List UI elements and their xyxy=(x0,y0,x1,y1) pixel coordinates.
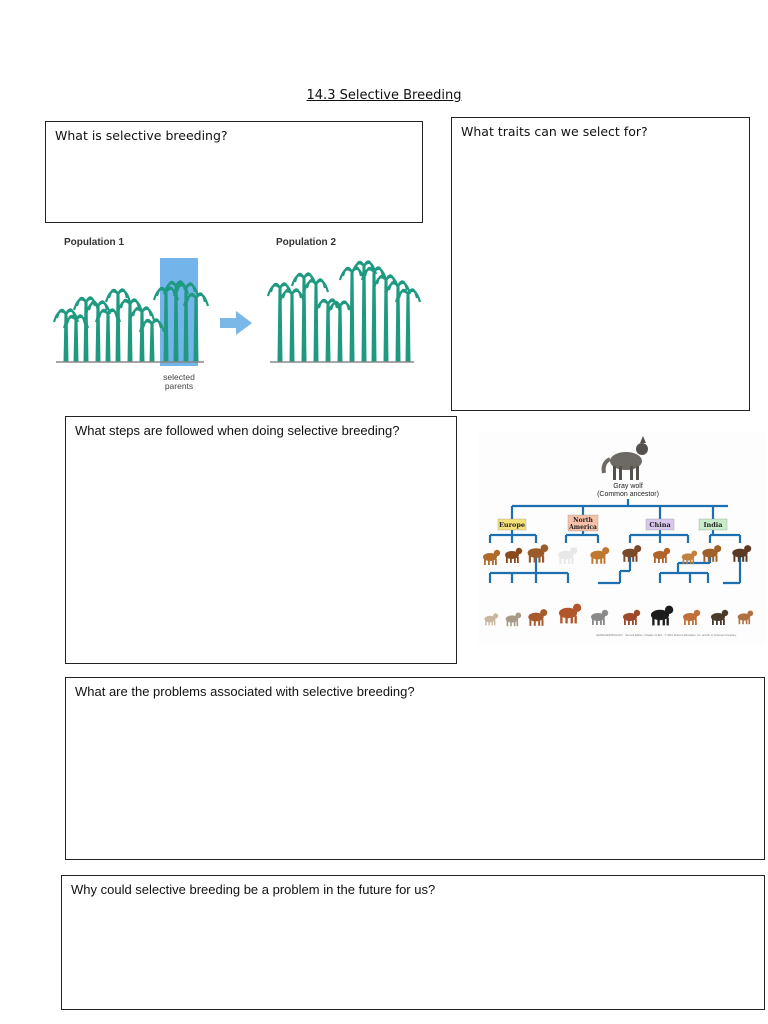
answer-box-traits[interactable] xyxy=(451,117,750,411)
answer-box-future-problem[interactable] xyxy=(61,875,765,1010)
svg-text:North: North xyxy=(573,517,593,524)
ancestor-sublabel: (Common ancestor) xyxy=(597,491,659,498)
question-label: What is selective breeding? xyxy=(55,128,228,143)
answer-box-steps[interactable] xyxy=(65,416,457,664)
answer-box-selective-breeding[interactable] xyxy=(45,121,423,223)
region-india xyxy=(699,519,727,530)
arrow-icon xyxy=(220,311,252,335)
plant xyxy=(316,299,340,362)
question-label: What traits can we select for? xyxy=(461,124,648,139)
selected-parents-label-line2: parents xyxy=(164,381,194,391)
svg-text:India: India xyxy=(703,521,723,529)
svg-text:China: China xyxy=(649,521,671,529)
population1-plants xyxy=(54,281,208,362)
plant xyxy=(328,301,352,362)
svg-text:Europe: Europe xyxy=(498,521,526,529)
answer-box-problems[interactable] xyxy=(65,677,765,860)
figure-caption: GENSCHER BIOLOGY · Second Edition, Chapter 21 Box · © 2012 Pearson Education, Inc. and W. H. Freeman Company xyxy=(596,634,737,637)
ancestor-label: Gray wolf xyxy=(613,483,643,490)
question-label: What are the problems associated with selective breeding? xyxy=(75,684,415,699)
population2-plants xyxy=(268,261,420,362)
region-europe xyxy=(498,519,526,530)
dog-breed-tree-figure xyxy=(478,433,766,645)
region-china xyxy=(646,519,674,530)
svg-text:America: America xyxy=(569,524,597,531)
population2-label: Population 2 xyxy=(276,237,336,248)
plant xyxy=(268,283,292,362)
question-label: Why could selective breeding be a problem in the future for us? xyxy=(71,882,436,897)
region-north-america xyxy=(568,515,598,531)
plant xyxy=(292,273,316,362)
page-title: 14.3 Selective Breeding xyxy=(306,88,462,103)
selected-parents-label-line1: selected xyxy=(163,372,195,382)
question-label: What steps are followed when doing selective breeding? xyxy=(75,423,400,438)
population1-label: Population 1 xyxy=(64,237,124,248)
plant xyxy=(374,275,398,362)
dog-breed-tree xyxy=(478,433,766,645)
plant xyxy=(340,267,364,362)
plant xyxy=(304,279,328,362)
population-diagram xyxy=(52,230,422,400)
population-figure xyxy=(52,230,422,400)
plant xyxy=(280,289,304,362)
